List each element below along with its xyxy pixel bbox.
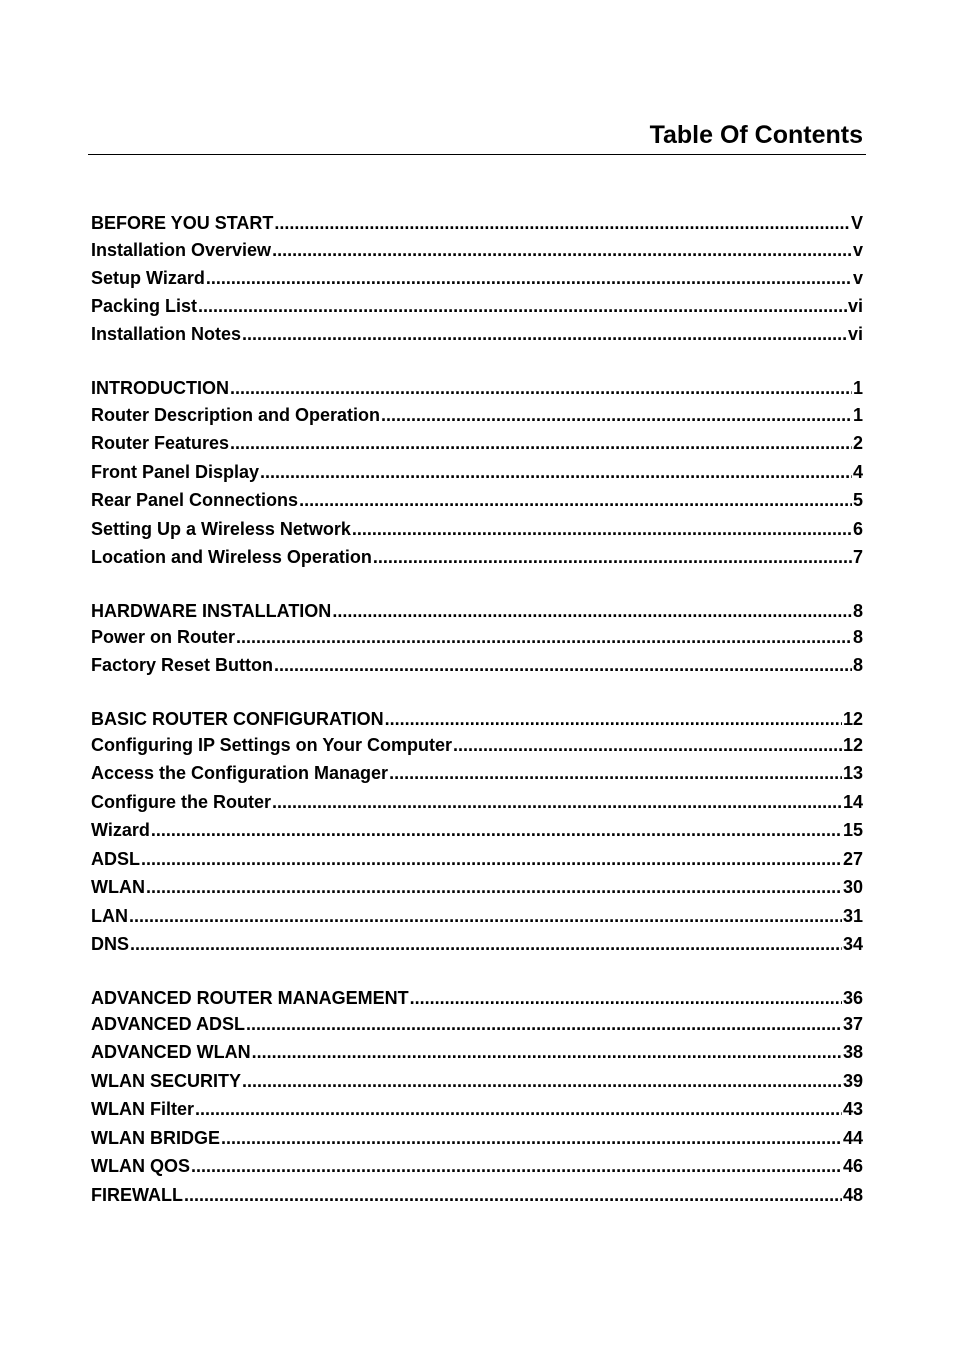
- toc-entry-page: 1: [852, 378, 863, 398]
- toc-entry[interactable]: [91, 905, 863, 927]
- toc-entry[interactable]: [91, 546, 863, 568]
- toc-entry[interactable]: [91, 762, 863, 784]
- toc-entry-label: WLAN: [91, 877, 145, 897]
- toc-leader: [389, 762, 842, 784]
- toc-leader: [373, 546, 852, 568]
- toc-entry-page: 38: [842, 1042, 863, 1062]
- toc-leader: [206, 267, 852, 289]
- toc-leader: [191, 1155, 842, 1177]
- toc-entry-page: 37: [842, 1014, 863, 1034]
- toc-entry-label: BEFORE YOU START: [91, 213, 274, 233]
- toc-entry-label: Location and Wireless Operation: [91, 547, 372, 567]
- toc-entry[interactable]: [91, 987, 863, 1009]
- toc-entry-label: ADVANCED WLAN: [91, 1042, 251, 1062]
- toc-entry-label: LAN: [91, 906, 128, 926]
- toc-entry-label: Configuring IP Settings on Your Computer: [91, 735, 452, 755]
- toc-entry[interactable]: [91, 1070, 863, 1092]
- toc-entry[interactable]: [91, 295, 863, 317]
- toc-leader: [410, 987, 842, 1009]
- toc-leader: [274, 212, 850, 234]
- toc-entry[interactable]: [91, 1155, 863, 1177]
- toc-entry-label: Power on Router: [91, 627, 236, 647]
- page-title: Table Of Contents: [649, 121, 863, 149]
- toc-leader: [236, 626, 852, 648]
- toc-entry-label: Access the Configuration Manager: [91, 763, 389, 783]
- toc-leader: [129, 905, 842, 927]
- toc-entry-label: ADSL: [91, 849, 140, 869]
- toc-entry-label: Wizard: [91, 820, 150, 840]
- toc-leader: [184, 1184, 842, 1206]
- toc-leader: [198, 295, 847, 317]
- toc-leader: [352, 518, 852, 540]
- toc-leader: [230, 432, 852, 454]
- toc-leader: [151, 819, 842, 841]
- toc-entry-label: WLAN Filter: [91, 1099, 194, 1119]
- toc-entry-label: Packing List: [91, 296, 198, 316]
- toc-entry[interactable]: [91, 933, 863, 955]
- toc-entry-page: 14: [842, 792, 863, 812]
- toc-entry-label: Factory Reset Button: [91, 655, 274, 675]
- toc-leader: [272, 239, 852, 261]
- toc-entry[interactable]: [91, 600, 863, 622]
- toc-leader: [230, 377, 852, 399]
- toc-entry-page: 4: [852, 462, 863, 482]
- toc-entry-page: 13: [842, 763, 863, 783]
- toc-entry[interactable]: [91, 654, 863, 676]
- toc-entry-label: INTRODUCTION: [91, 378, 229, 398]
- toc-entry[interactable]: [91, 626, 863, 648]
- toc-entry[interactable]: [91, 489, 863, 511]
- toc-entry-page: 8: [852, 601, 863, 621]
- toc-entry-label: Rear Panel Connections: [91, 490, 299, 510]
- toc-entry-label: WLAN SECURITY: [91, 1071, 241, 1091]
- toc-leader: [221, 1127, 842, 1149]
- toc-entry[interactable]: [91, 708, 863, 730]
- toc-entry-page: 6: [852, 519, 863, 539]
- toc-entry-label: Router Features: [91, 433, 230, 453]
- toc-entry[interactable]: [91, 239, 863, 261]
- toc-leader: [246, 1013, 842, 1035]
- toc-entry-page: 44: [842, 1128, 863, 1148]
- toc-entry[interactable]: [91, 377, 863, 399]
- toc-leader: [381, 404, 852, 426]
- toc-entry-page: 39: [842, 1071, 863, 1091]
- toc-entry-page: v: [852, 268, 863, 288]
- toc-entry-label: HARDWARE INSTALLATION: [91, 601, 332, 621]
- toc-entry-label: Installation Notes: [91, 324, 242, 344]
- toc-entry-page: 36: [842, 988, 863, 1008]
- toc-entry-page: 34: [842, 934, 863, 954]
- toc-entry[interactable]: [91, 323, 863, 345]
- toc-entry[interactable]: [91, 734, 863, 756]
- toc-entry-label: Configure the Router: [91, 792, 271, 812]
- toc-leader: [242, 1070, 842, 1092]
- toc-entry-page: 1: [852, 405, 863, 425]
- toc-leader: [385, 708, 842, 730]
- toc-entry-label: Installation Overview: [91, 240, 272, 260]
- toc-entry-page: 12: [842, 735, 863, 755]
- toc-entry[interactable]: [91, 848, 863, 870]
- toc-entry-page: 12: [842, 709, 863, 729]
- toc-entry-page: 8: [852, 655, 863, 675]
- toc-leader: [453, 734, 842, 756]
- toc-entry-label: ADVANCED ROUTER MANAGEMENT: [91, 988, 409, 1008]
- toc-entry[interactable]: [91, 212, 863, 234]
- toc-entry-label: Front Panel Display: [91, 462, 260, 482]
- toc-entry[interactable]: [91, 791, 863, 813]
- toc-entry[interactable]: [91, 876, 863, 898]
- toc-entry-page: 30: [842, 877, 863, 897]
- toc-entry-label: WLAN QOS: [91, 1156, 190, 1176]
- toc-entry-label: Router Description and Operation: [91, 405, 381, 425]
- toc-entry-page: 27: [842, 849, 863, 869]
- toc-entry[interactable]: [91, 819, 863, 841]
- toc-leader: [260, 461, 852, 483]
- toc-entry-page: vi: [847, 296, 863, 316]
- toc-leader: [195, 1098, 842, 1120]
- toc-entry-label: DNS: [91, 934, 130, 954]
- toc-entry[interactable]: [91, 461, 863, 483]
- toc-entry-page: 31: [842, 906, 863, 926]
- toc-entry-label: Setup Wizard: [91, 268, 205, 288]
- toc-entry[interactable]: [91, 267, 863, 289]
- toc-entry[interactable]: [91, 518, 863, 540]
- toc-entry[interactable]: [91, 432, 863, 454]
- toc-entry[interactable]: [91, 1041, 863, 1063]
- toc-entry-page: v: [852, 240, 863, 260]
- toc-entry[interactable]: [91, 1184, 863, 1206]
- toc-leader: [252, 1041, 842, 1063]
- toc-leader: [274, 654, 852, 676]
- toc-entry-label: ADVANCED ADSL: [91, 1014, 246, 1034]
- toc-entry-label: Setting Up a Wireless Network: [91, 519, 351, 539]
- toc-leader: [272, 791, 842, 813]
- toc-entry-page: 15: [842, 820, 863, 840]
- toc-entry-page: 8: [852, 627, 863, 647]
- toc-leader: [299, 489, 852, 511]
- toc-leader: [332, 600, 852, 622]
- toc-entry[interactable]: [91, 1098, 863, 1120]
- toc-entry[interactable]: [91, 1127, 863, 1149]
- toc-leader: [141, 848, 842, 870]
- toc-entry-page: 46: [842, 1156, 863, 1176]
- toc-entry-page: 43: [842, 1099, 863, 1119]
- toc-entry[interactable]: [91, 404, 863, 426]
- toc-entry-page: V: [850, 213, 863, 233]
- title-divider: [88, 154, 866, 155]
- toc-leader: [242, 323, 847, 345]
- toc-leader: [130, 933, 842, 955]
- toc-entry-page: 2: [852, 433, 863, 453]
- toc-leader: [146, 876, 842, 898]
- toc-entry[interactable]: [91, 1013, 863, 1035]
- toc-entry-label: BASIC ROUTER CONFIGURATION: [91, 709, 384, 729]
- toc-entry-label: WLAN BRIDGE: [91, 1128, 220, 1148]
- toc-entry-page: 7: [852, 547, 863, 567]
- toc-entry-page: vi: [847, 324, 863, 344]
- toc-entry-label: FIREWALL: [91, 1185, 183, 1205]
- toc-entry-page: 5: [852, 490, 863, 510]
- toc-entry-page: 48: [842, 1185, 863, 1205]
